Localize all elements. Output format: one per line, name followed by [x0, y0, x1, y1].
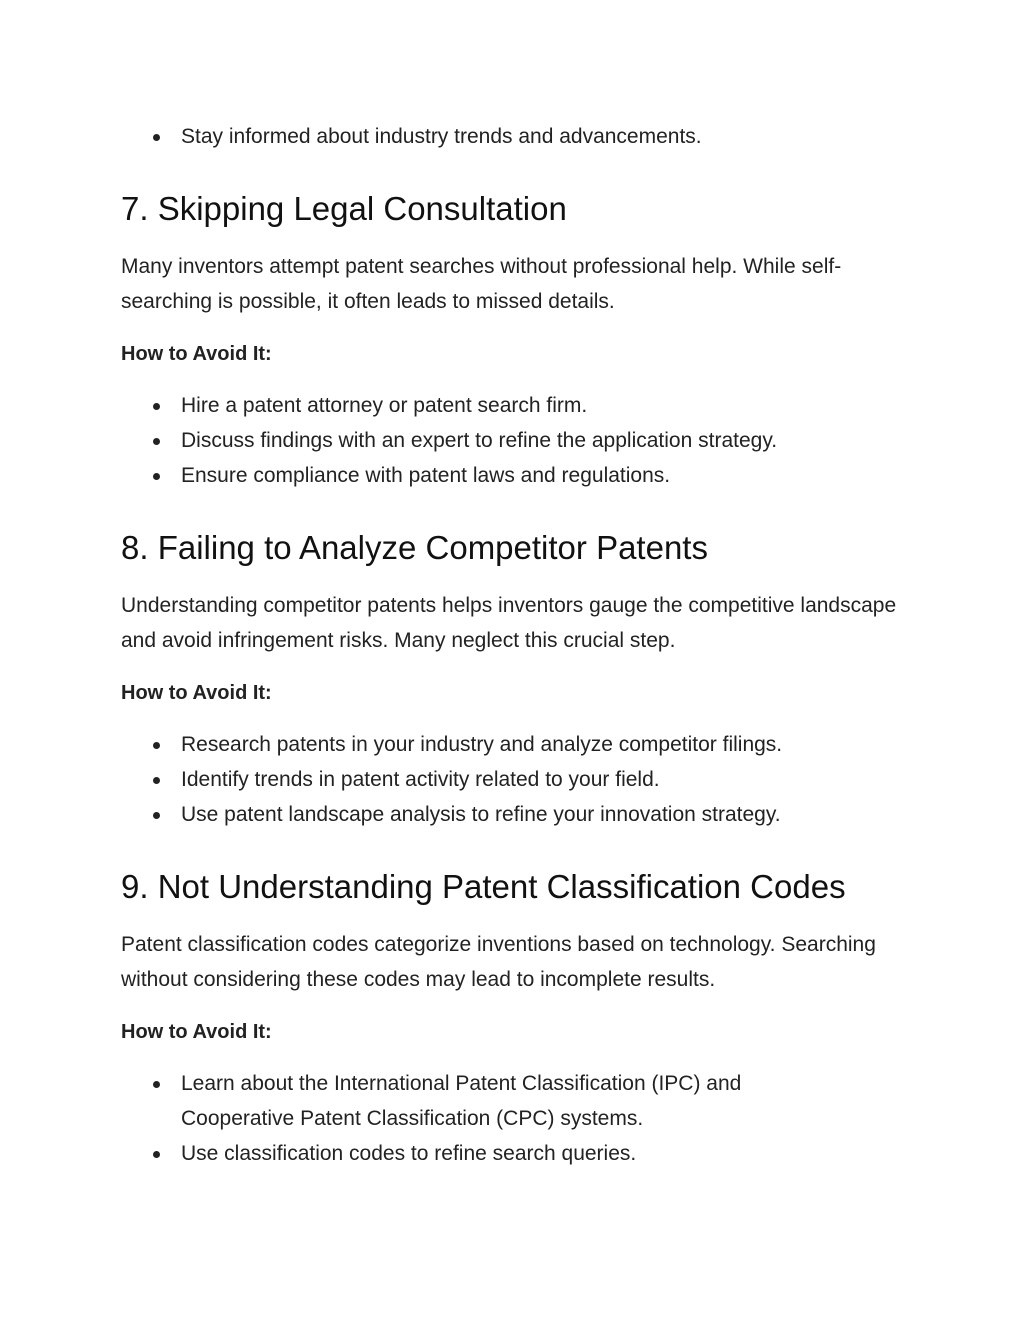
section-7 [121, 189, 901, 229]
intro-list [121, 119, 901, 154]
bullet-icon [153, 403, 160, 410]
section-heading: 7. Skipping Legal Consultation [121, 190, 567, 227]
section-paragraph: Understanding competitor patents helps inventors gauge the competitive landscape and avoid infringement risks. Many neglect this crucial step. [121, 594, 897, 652]
section-paragraph: Patent classification codes categorize inventions based on technology. Searching without considering these codes may lead to incomplete results. [121, 933, 876, 991]
list-item: Stay informed about industry trends and advancements. [121, 119, 901, 154]
bullet-icon [153, 473, 160, 480]
bullet-icon [153, 438, 160, 445]
list-item: Research patents in your industry and analyze competitor filings. [121, 727, 901, 762]
section-9-bullets [121, 1066, 901, 1171]
section-8 [121, 528, 901, 568]
list-item: Identify trends in patent activity related to your field. [121, 762, 901, 797]
bullet-icon [153, 742, 160, 749]
list-item: Ensure compliance with patent laws and regulations. [121, 458, 901, 493]
section-paragraph: Many inventors attempt patent searches without professional help. While self-searching is possible, it often leads to missed details. [121, 255, 842, 313]
how-to-avoid-label: How to Avoid It: [121, 343, 272, 365]
section-8-bullets [121, 727, 901, 832]
intro-list-block [121, 119, 901, 154]
list-item: Use classification codes to refine search queries. [121, 1136, 901, 1171]
bullet-icon [153, 812, 160, 819]
section-7-bullets [121, 388, 901, 493]
bullet-icon [153, 777, 160, 784]
how-to-avoid-label: How to Avoid It: [121, 1021, 272, 1043]
how-to-avoid-label: How to Avoid It: [121, 682, 272, 704]
list-item: Learn about the International Patent Classification (IPC) and Cooperative Patent Classification (CPC) systems. [121, 1066, 901, 1136]
section-heading: 8. Failing to Analyze Competitor Patents [121, 529, 708, 566]
section-heading: 9. Not Understanding Patent Classification Codes [121, 868, 846, 905]
bullet-icon [153, 1151, 160, 1158]
list-item: Discuss findings with an expert to refine the application strategy. [121, 423, 901, 458]
list-item: Use patent landscape analysis to refine your innovation strategy. [121, 797, 901, 832]
section-9 [121, 867, 901, 907]
bullet-icon [153, 1081, 160, 1088]
list-item: Hire a patent attorney or patent search firm. [121, 388, 901, 423]
bullet-icon [153, 134, 160, 141]
